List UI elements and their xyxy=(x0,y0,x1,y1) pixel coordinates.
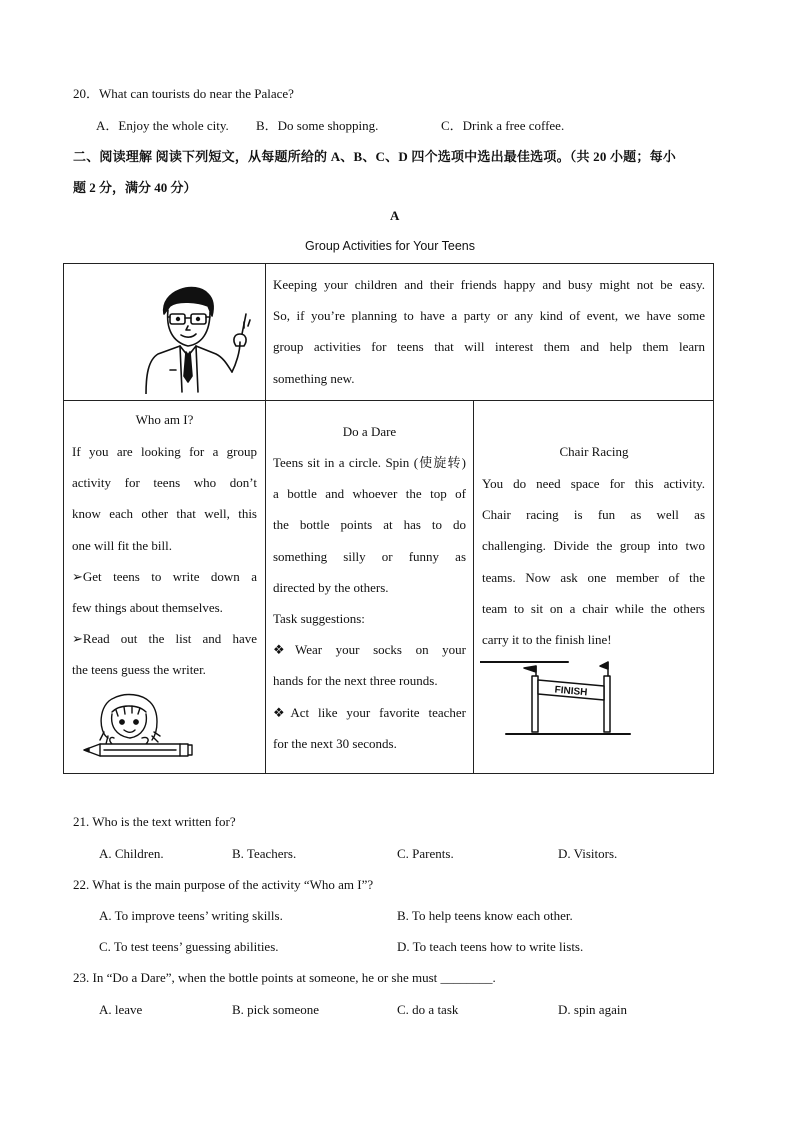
col2-line: directed by the others. xyxy=(273,579,389,595)
col3-line: team to sit on a chair while the others xyxy=(482,600,705,616)
q22-option-d: D. To teach teens how to write lists. xyxy=(397,939,584,954)
teacher-illustration xyxy=(136,276,251,394)
col1-line: If you are looking for a group xyxy=(72,444,257,459)
q23-option-b: B. pick someone xyxy=(232,1002,320,1017)
section-heading-line2: 题 2 分，满分 40 分） xyxy=(73,180,197,195)
q21-option-c: C. Parents. xyxy=(397,846,454,861)
col3-line: Chair racing is fun as well as xyxy=(482,507,705,523)
q21-option-d: D. Visitors. xyxy=(558,846,618,861)
col3-line: challenging. Divide the group into two xyxy=(482,538,705,554)
col2-line: ❖Act like your favorite teacher xyxy=(273,704,466,720)
activities-table xyxy=(63,263,714,774)
q22-option-a: A. To improve teens’ writing skills. xyxy=(99,908,283,923)
table-divider xyxy=(265,264,266,773)
q21-stem: 21. Who is the text written for? xyxy=(73,814,236,829)
table-divider xyxy=(64,400,713,401)
col3-line: teams. Now ask one member of the xyxy=(482,569,705,585)
girl-pencil-illustration xyxy=(80,692,198,762)
q20-option-b: B．Do some shopping. xyxy=(256,118,379,133)
passage-title: Group Activities for Your Teens xyxy=(305,239,476,253)
col2-line: the bottle points at has to do xyxy=(273,517,466,533)
col1-line: activity for teens who don’t xyxy=(72,475,257,491)
section-heading-line1: 二、阅读理解 阅读下列短文，从每题所给的 A、B、C、D 四个选项中选出最佳选项。（共 20 小题；每小 xyxy=(73,149,676,164)
col1-line: ➢Get teens to write down a xyxy=(72,568,257,584)
col2-line: for the next 30 seconds. xyxy=(273,735,397,751)
intro-line: something new. xyxy=(273,370,355,386)
intro-text xyxy=(273,269,705,394)
intro-line: group activities for teens that will interest them and help them learn xyxy=(273,339,705,355)
col1-line: know each other that well, this xyxy=(72,506,257,522)
finish-sign-text: FINISH xyxy=(554,684,588,699)
col1-line: ➢Read out the list and have xyxy=(72,631,257,647)
col1-title: Who am I? xyxy=(135,412,194,427)
q22-stem: 22. What is the main purpose of the activity “Who am I”? xyxy=(73,877,374,892)
col2-title: Do a Dare xyxy=(342,424,397,439)
q22-option-c: C. To test teens’ guessing abilities. xyxy=(99,939,279,954)
q20-option-c: C．Drink a free coffee. xyxy=(441,118,565,133)
intro-line: So, if you’re planning to have a party or any kind of event, we have some xyxy=(273,308,705,324)
q23-option-a: A. leave xyxy=(99,1002,143,1017)
col1-text xyxy=(72,436,257,686)
q23-option-c: C. do a task xyxy=(397,1002,459,1017)
finish-line-illustration xyxy=(480,658,640,740)
q23-stem: 23. In “Do a Dare”, when the bottle points at someone, he or she must ________. xyxy=(73,970,496,985)
q21-option-b: B. Teachers. xyxy=(232,846,297,861)
col1-line: one will fit the bill. xyxy=(72,537,173,553)
col2-text xyxy=(273,447,466,759)
col2-line: hands for the next three rounds. xyxy=(273,673,438,689)
intro-line: Keeping your children and their friends happy and busy might not be easy. xyxy=(273,277,705,292)
col3-text xyxy=(482,468,705,655)
col2-line: ❖Wear your socks on your xyxy=(273,642,466,658)
col3-title: Chair Racing xyxy=(559,444,629,459)
col1-line: the teens guess the writer. xyxy=(72,662,206,678)
col3-line: carry it to the finish line! xyxy=(482,632,612,648)
col2-line: a bottle and whoever the top of xyxy=(273,486,466,502)
q21-option-a: A. Children. xyxy=(99,846,164,861)
col2-line: something silly or funny as xyxy=(273,548,466,564)
q20-option-a: A．Enjoy the whole city. xyxy=(96,118,229,133)
col2-line: Teens sit in a circle. Spin (使旋转) xyxy=(273,455,466,470)
q20-stem: 20．What can tourists do near the Palace? xyxy=(73,86,294,101)
passage-letter: A xyxy=(390,208,400,223)
col2-line: Task suggestions: xyxy=(273,611,365,627)
q23-option-d: D. spin again xyxy=(558,1002,627,1017)
col3-line: You do need space for this activity. xyxy=(482,476,705,491)
q22-option-b: B. To help teens know each other. xyxy=(397,908,573,923)
col1-line: few things about themselves. xyxy=(72,600,223,616)
